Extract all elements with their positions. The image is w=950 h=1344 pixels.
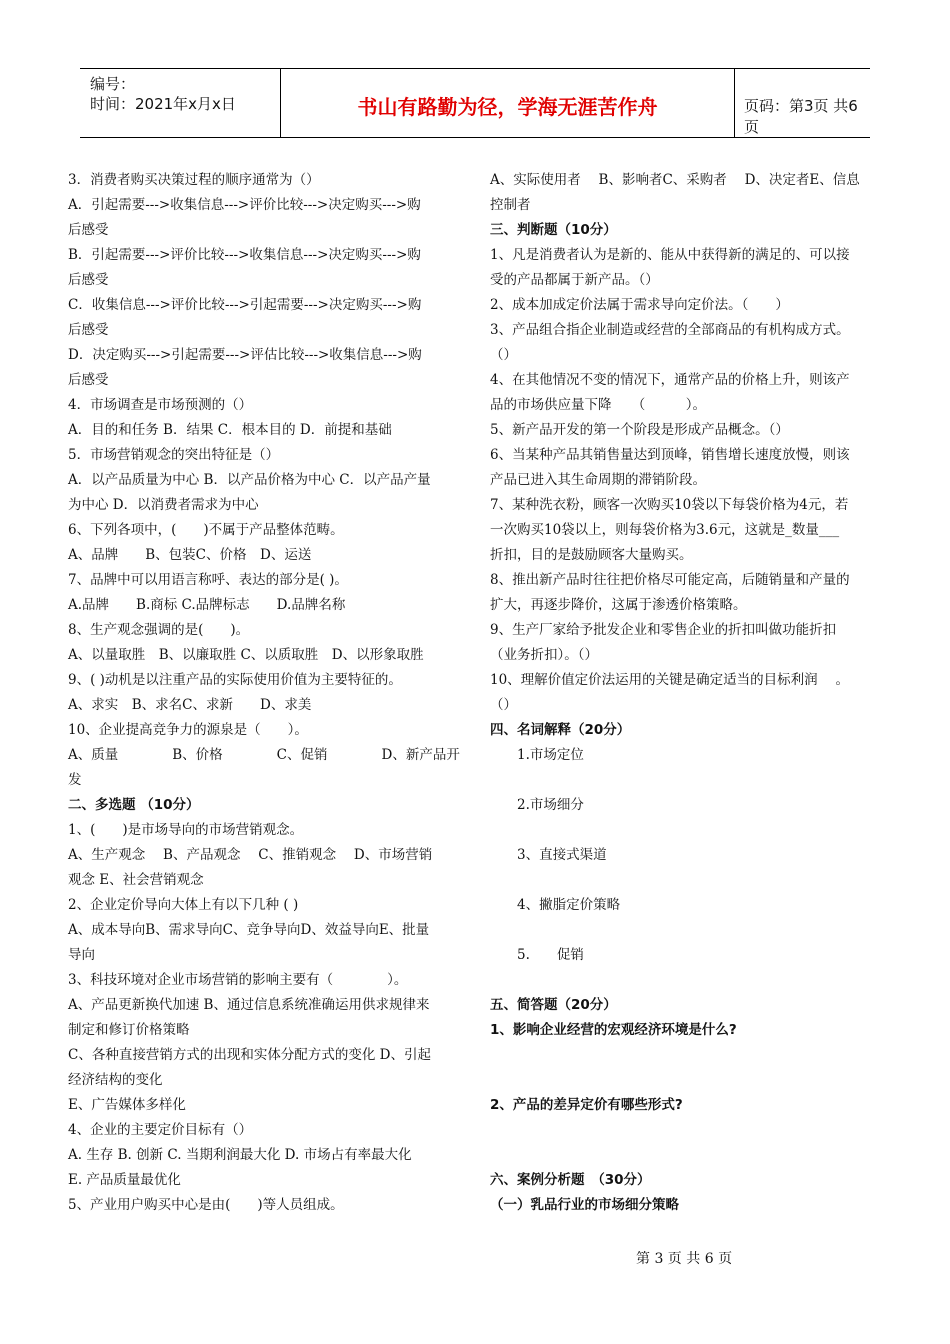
text-line: 1、( )是市场导向的市场营销观念。 [68,822,304,838]
section-heading: 二、多选题 （10分） [68,797,200,813]
text-line: 3、科技环境对企业市场营销的影响主要有（ ）。 [68,972,408,988]
text-line: 3．消费者购买决策过程的顺序通常为（） [68,172,320,188]
text-line: 4、在其他情况不变的情况下，通常产品的价格上升，则该产 [490,372,850,388]
text-line [490,1043,885,1068]
text-line: 3、产品组合指企业制造或经营的全部商品的有机构成方式。 [490,322,850,338]
text-line: A、实际使用者 B、影响者C、采购者 D、决定者E、信息 [490,172,860,188]
text-line: 10、企业提高竞争力的源泉是（ ）。 [68,722,308,738]
text-line: 5. 促销 [490,947,584,963]
text-line: A、产品更新换代加速 B、通过信息系统准确运用供求规律来 [68,997,430,1013]
section-heading: 六、案例分析题 （30分） [490,1172,651,1188]
text-line: 品的市场供应量下降 （ ）。 [490,397,706,413]
document-time-label: 时间：2021年x月x日 [90,95,236,113]
text-line: A、成本导向B、需求导向C、竞争导向D、效益导向E、批量 [68,922,430,938]
text-line: A．目的和任务 B．结果 C．根本目的 D．前提和基础 [68,422,392,438]
text-line: 后感受 [68,222,109,238]
text-line [490,1118,885,1143]
text-line: A、求实 B、求名C、求新 D、求美 [68,697,312,713]
text-line: 折扣，目的是鼓励顾客大量购买。 [490,547,693,563]
text-line: A、生产观念 B、产品观念 C、推销观念 D、市场营销 [68,847,433,863]
right-column [490,168,885,1218]
text-line: A．以产品质量为中心 B．以产品价格为中心 C．以产品产量 [68,472,431,488]
section-heading: 2、产品的差异定价有哪些形式? [490,1097,683,1113]
text-line: 5、新产品开发的第一个阶段是形成产品概念。（） [490,422,789,438]
text-line: 7、某种洗衣粉，顾客一次购买10袋以下每袋价格为4元，若 [490,497,849,513]
text-line: 发 [68,772,82,788]
text-line: 受的产品都属于新产品。（） [490,272,659,288]
text-line: D．决定购买--->引起需要--->评估比较--->收集信息--->购 [68,347,422,363]
text-line: 9、生产厂家给予批发企业和零售企业的折扣叫做功能折扣 [490,622,837,638]
text-line: E、广告媒体多样化 [68,1097,186,1113]
text-line: （） [490,697,517,713]
text-line: A、质量 B、价格 C、促销 D、新产品开 [68,747,460,763]
header-motto: 书山有路勤为径，学海无涯苦作舟 [357,95,658,119]
text-line: C、各种直接营销方式的出现和实体分配方式的变化 D、引起 [68,1047,431,1063]
text-line: 导向 [68,947,95,963]
text-line: C．收集信息--->评价比较--->引起需要--->决定购买--->购 [68,297,422,313]
text-line: 2.市场细分 [490,797,584,813]
text-line: 8、推出新产品时往往把价格尽可能定高，后随销量和产量的 [490,572,850,588]
text-line: 制定和修订价格策略 [68,1022,190,1038]
text-line: 5、产业用户购买中心是由( )等人员组成。 [68,1197,344,1213]
header-page-info: 页码：第3页 共6页 [744,97,858,136]
section-heading: 四、名词解释（20分） [490,722,631,738]
text-line: 1、凡是消费者认为是新的、能从中获得新的满足的、可以接 [490,247,850,263]
text-line: A、品牌 B、包装C、价格 D、运送 [68,547,312,563]
page-header [80,68,870,138]
text-line: 产品已进入其生命周期的滞销阶段。 [490,472,706,488]
text-line: 为中心 D．以消费者需求为中心 [68,497,259,513]
section-heading: 三、判断题（10分） [490,222,617,238]
text-line [490,1143,885,1168]
text-line [490,768,885,793]
header-page-cell [734,69,870,137]
text-line: 3、直接式渠道 [490,847,607,863]
text-line: 后感受 [68,272,109,288]
text-line [490,918,885,943]
text-line [490,868,885,893]
header-meta-cell [80,69,280,137]
text-line: A．引起需要--->收集信息--->评价比较--->决定购买--->购 [68,197,421,213]
text-line: 4、企业的主要定价目标有（） [68,1122,253,1138]
text-line: 2、企业定价导向大体上有以下几种 ( ) [68,897,299,913]
text-line: 5．市场营销观念的突出特征是（） [68,447,280,463]
text-line: 9、( )动机是以注重产品的实际使用价值为主要特征的。 [68,672,402,688]
text-line: 2、成本加成定价法属于需求导向定价法。（ ） [490,297,789,313]
text-line [490,818,885,843]
text-line: （业务折扣）。（） [490,647,598,663]
text-line: 后感受 [68,322,109,338]
section-heading: 1、影响企业经营的宏观经济环境是什么? [490,1022,737,1038]
text-line: 观念 E、社会营销观念 [68,872,204,888]
text-line [490,1068,885,1093]
text-line: B．引起需要--->评价比较--->收集信息--->决定购买--->购 [68,247,421,263]
text-line: 8、生产观念强调的是( )。 [68,622,250,638]
left-column [68,168,460,1218]
text-line: A.品牌 B.商标 C.品牌标志 D.品牌名称 [68,597,346,613]
text-line: 扩大，再逐步降价，这属于渗透价格策略。 [490,597,747,613]
text-line: 7、品牌中可以用语言称呼、表达的部分是( )。 [68,572,348,588]
page-footer: 第 3 页 共 6 页 [636,1251,733,1267]
document-number-label: 编号： [90,75,136,93]
text-line: 6、下列各项中，( )不属于产品整体范畴。 [68,522,344,538]
text-line [490,968,885,993]
text-line: 4、撇脂定价策略 [490,897,621,913]
text-line: 10、理解价值定价法运用的关键是确定适当的目标利润 。 [490,672,849,688]
section-heading: （一）乳品行业的市场细分策略 [490,1197,679,1213]
text-line: 1.市场定位 [490,747,584,763]
text-line: （） [490,347,517,363]
text-line: A. 生存 B. 创新 C. 当期利润最大化 D. 市场占有率最大化 [68,1147,412,1163]
text-line: E. 产品质量最优化 [68,1172,181,1188]
header-motto-cell [280,69,735,137]
text-line: 后感受 [68,372,109,388]
text-line: 一次购买10袋以上，则每袋价格为3.6元，这就是_数量___ [490,522,840,538]
text-line: 4．市场调查是市场预测的（） [68,397,253,413]
text-line: A、以量取胜 B、以廉取胜 C、以质取胜 D、以形象取胜 [68,647,424,663]
text-line: 6、当某种产品其销售量达到顶峰，销售增长速度放慢，则该 [490,447,850,463]
text-line: 经济结构的变化 [68,1072,163,1088]
section-heading: 五、简答题（20分） [490,997,617,1013]
text-line: 控制者 [490,197,531,213]
